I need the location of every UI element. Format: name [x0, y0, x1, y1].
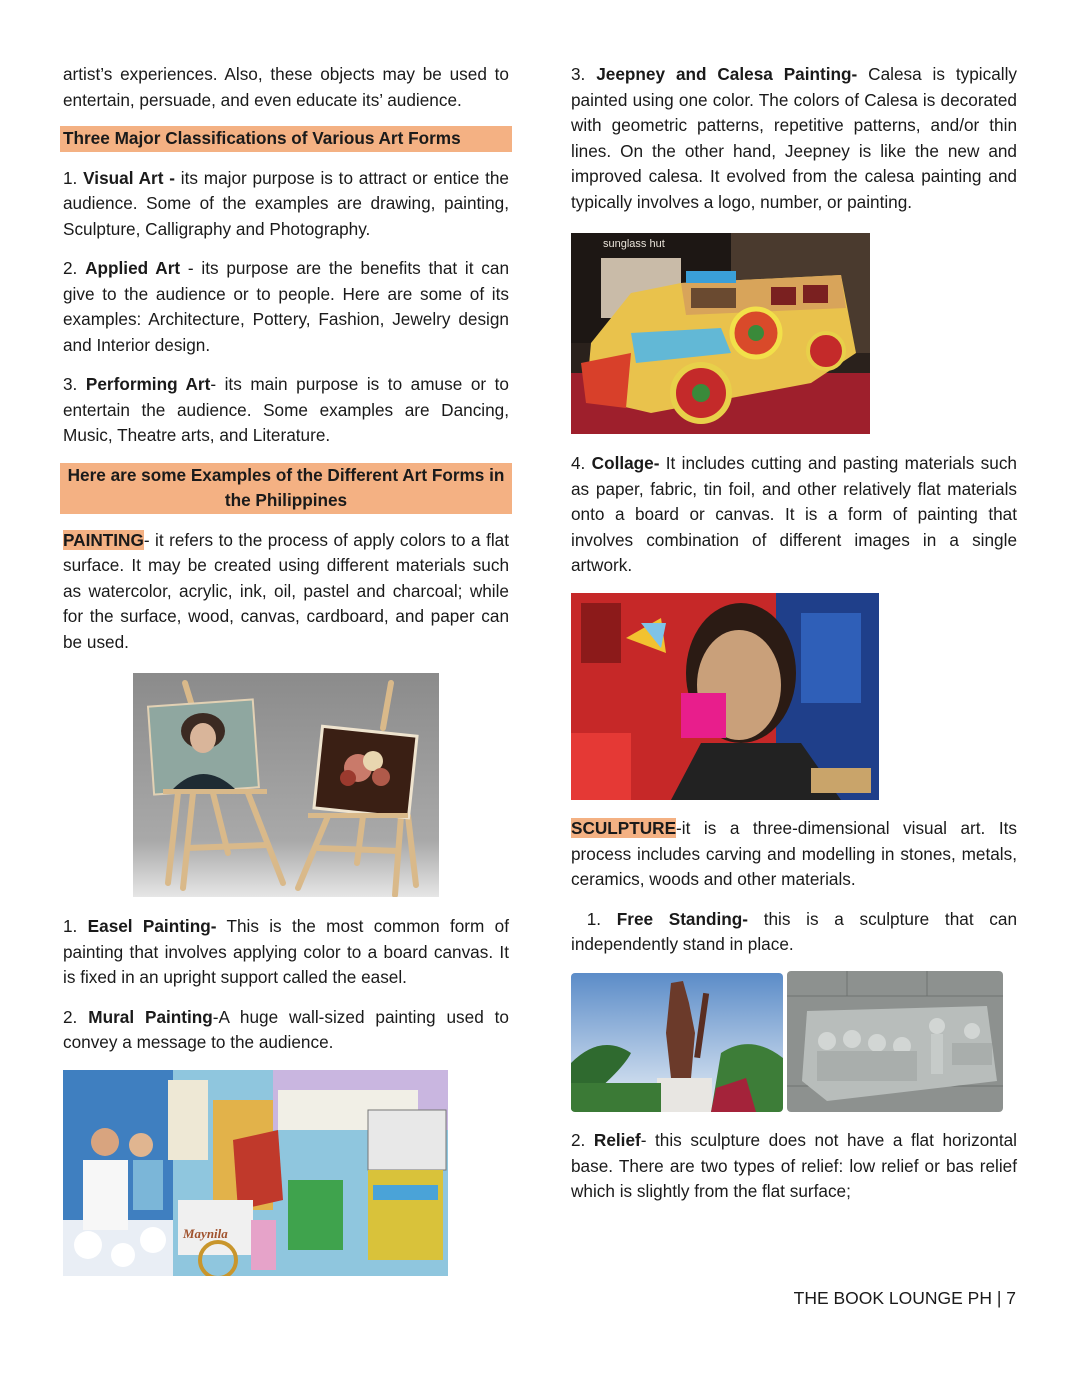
classification-visual-art: 1. Visual Art - its major purpose is to attract or entice the audience. Some of the examples are drawing, painting, Sculpture, Calligraphy and Photography. — [63, 167, 509, 239]
classification-applied-art: 2. Applied Art - its purpose are the benefits that it can give to the audience or to people. Here are some of its examples: Architecture, Pottery, Fashion, Jewelry design and Interior design. — [63, 258, 510, 355]
right-column — [571, 62, 1017, 215]
mural-painting-item: 2. Mural Painting-A huge wall-sized painting used to convey a message to the audience. — [63, 1006, 509, 1052]
mural-painting-image — [63, 1070, 448, 1276]
right-column-sculpture — [571, 816, 1017, 958]
term: Applied Art — [85, 258, 181, 278]
relief-illustration — [787, 971, 1003, 1112]
svg-text:Maynila: Maynila — [183, 1226, 228, 1241]
right-column-collage — [571, 451, 1017, 579]
collage-image — [571, 593, 879, 800]
free-standing-statue-image — [571, 973, 783, 1112]
jeepney-calesa-item: 3. Jeepney and Calesa Painting- Calesa is typically painted using one color. The colors of Calesa is decorated with geometric patterns, repetitive patterns, and/or thin lines. On the other hand, Jeepney is like the new and improved calesa. It evolved from the calesa painting and typically involves a logo, number, or painting. — [571, 64, 1017, 212]
relief-item: 2. Relief- this sculpture does not have a flat horizontal base. There are two types of relief: low relief or bas relief which is slightly from the flat surface; — [571, 1130, 1017, 1201]
jeepney-image — [571, 233, 870, 434]
term: Mural Painting — [88, 1006, 213, 1027]
term: Jeepney and Calesa Painting- — [596, 64, 858, 84]
right-column-relief — [571, 1128, 1017, 1205]
term: Easel Painting- — [87, 916, 217, 936]
sculpture-definition: SCULPTURE-it is a three-dimensional visual art. Its process includes carving and modelling in stones, metals, ceramics, woods and other materials. — [571, 818, 1017, 889]
sculpture-term: SCULPTURE — [571, 818, 677, 838]
left-column-lower — [63, 914, 509, 1056]
painting-definition: PAINTING- it refers to the process of apply colors to a flat surface. It may be created using different materials such as watercolor, acrylic, ink, oil, pastel and charcoal; while for the surface, wood, canvas, cardboard, and paper can be used. — [63, 529, 509, 652]
painting-term: PAINTING — [63, 529, 144, 550]
left-column — [63, 62, 509, 655]
term: Visual Art - — [83, 167, 175, 188]
collage-illustration — [571, 593, 879, 800]
svg-text:sunglass hut: sunglass hut — [603, 238, 665, 250]
easel-illustration — [133, 673, 439, 897]
intro-paragraph: artist’s experiences. Also, these objects may be used to entertain, persuade, and even educate its’ audience. — [63, 64, 509, 110]
statue-illustration — [571, 973, 783, 1112]
term: Collage- — [591, 453, 660, 473]
classification-performing-art: 3. Performing Art- its main purpose is to amuse or to entertain the audience. Some examples are Dancing, Music, Theatre arts, and Literature. — [63, 374, 509, 445]
mural-illustration — [63, 1070, 448, 1276]
section-heading-classifications: Three Major Classifications of Various Art Forms — [60, 126, 512, 152]
free-standing-item: 1. Free Standing- this is a sculpture that can independently stand in place. — [571, 908, 1017, 954]
collage-item: 4. Collage- It includes cutting and pasting materials such as paper, fabric, tin foil, and other relatively flat materials onto a board or canvas. It is a form of painting that involves combination of different images in a single artwork. — [571, 453, 1017, 575]
section-heading-examples: Here are some Examples of the Different Art Forms in the Philippines — [60, 463, 512, 514]
term: Performing Art — [85, 374, 211, 394]
relief-sculpture-image — [787, 971, 1003, 1112]
easel-painting-image — [133, 673, 439, 897]
term: Free Standing- — [616, 908, 748, 929]
easel-painting-item: 1. Easel Painting- This is the most common form of painting that involves applying color to a board canvas. It is fixed in an upright support called the easel. — [63, 916, 509, 987]
jeepney-illustration — [571, 233, 870, 434]
term: Relief — [593, 1130, 641, 1150]
page-footer: THE BOOK LOUNGE PH | 7 — [793, 1288, 1016, 1308]
